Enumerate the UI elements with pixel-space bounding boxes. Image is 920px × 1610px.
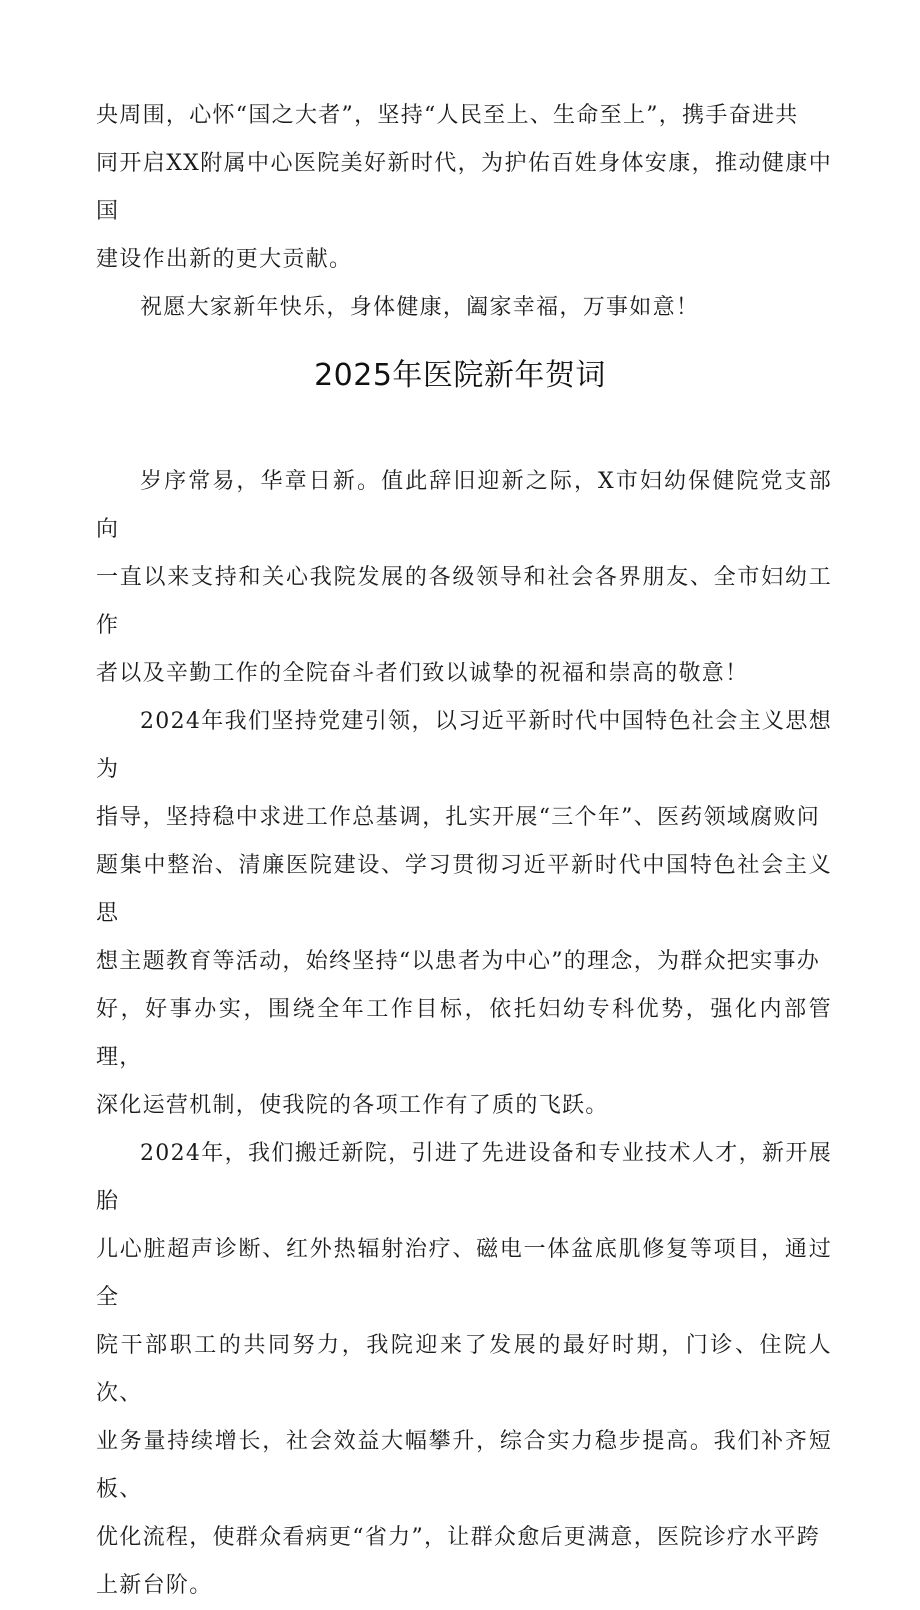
paragraph-party-building: 2024年我们坚持党建引领，以习近平新时代中国特色社会主义思想为 指导，坚持稳中求进工作总基调，扎实开展“三个年”、医药领域腐败问 题集中整治、清廉医院建设、学习贯彻习近平新时代中国特色社会主义思 想主题教育等活动，始终坚持“以患者为中心”的理念，为群众把实事办 好，好事办实，围绕全年工作目标，依托妇幼专科优势，强化内部管理， 深化运营机制，使我院的各项工作有了质的飞跃。 xyxy=(96,709,832,1118)
paragraph-greeting: 岁序常易，华章日新。值此辞旧迎新之际，X市妇幼保健院党支部向 一直以来支持和关心我院发展的各级领导和社会各界朋友、全市妇幼工作 者以及辛勤工作的全院奋斗者们致以诚挚的祝福和崇高的敬意！ xyxy=(96,469,832,686)
closing-wishes-paragraph: 祝愿大家新年快乐，身体健康，阖家幸福，万事如意！ xyxy=(140,295,700,320)
continued-paragraph: 央周围，心怀“国之大者”，坚持“人民至上、生命至上”，携手奋进共 同开启XX附属中心医院美好新时代，为护佑百姓身体安康，推动健康中国 建设作出新的更大贡献。 xyxy=(96,103,832,272)
document-title: 2025年医院新年贺词 xyxy=(314,358,606,393)
document-body xyxy=(96,458,832,1610)
paragraph-new-hospital: 2024年，我们搬迁新院，引进了先进设备和专业技术人才，新开展胎 儿心脏超声诊断、红外热辐射治疗、磁电一体盆底肌修复等项目，通过全 院干部职工的共同努力，我院迎来了发展的最好时期，门诊、住院人次、 业务量持续增长，社会效益大幅攀升，综合实力稳步提高。我们补齐短板、 优化流程，使群众看病更“省力”，让群众愈后更满意，医院诊疗水平跨 上新台阶。 xyxy=(96,1141,832,1598)
previous-section-continuation xyxy=(96,92,832,332)
